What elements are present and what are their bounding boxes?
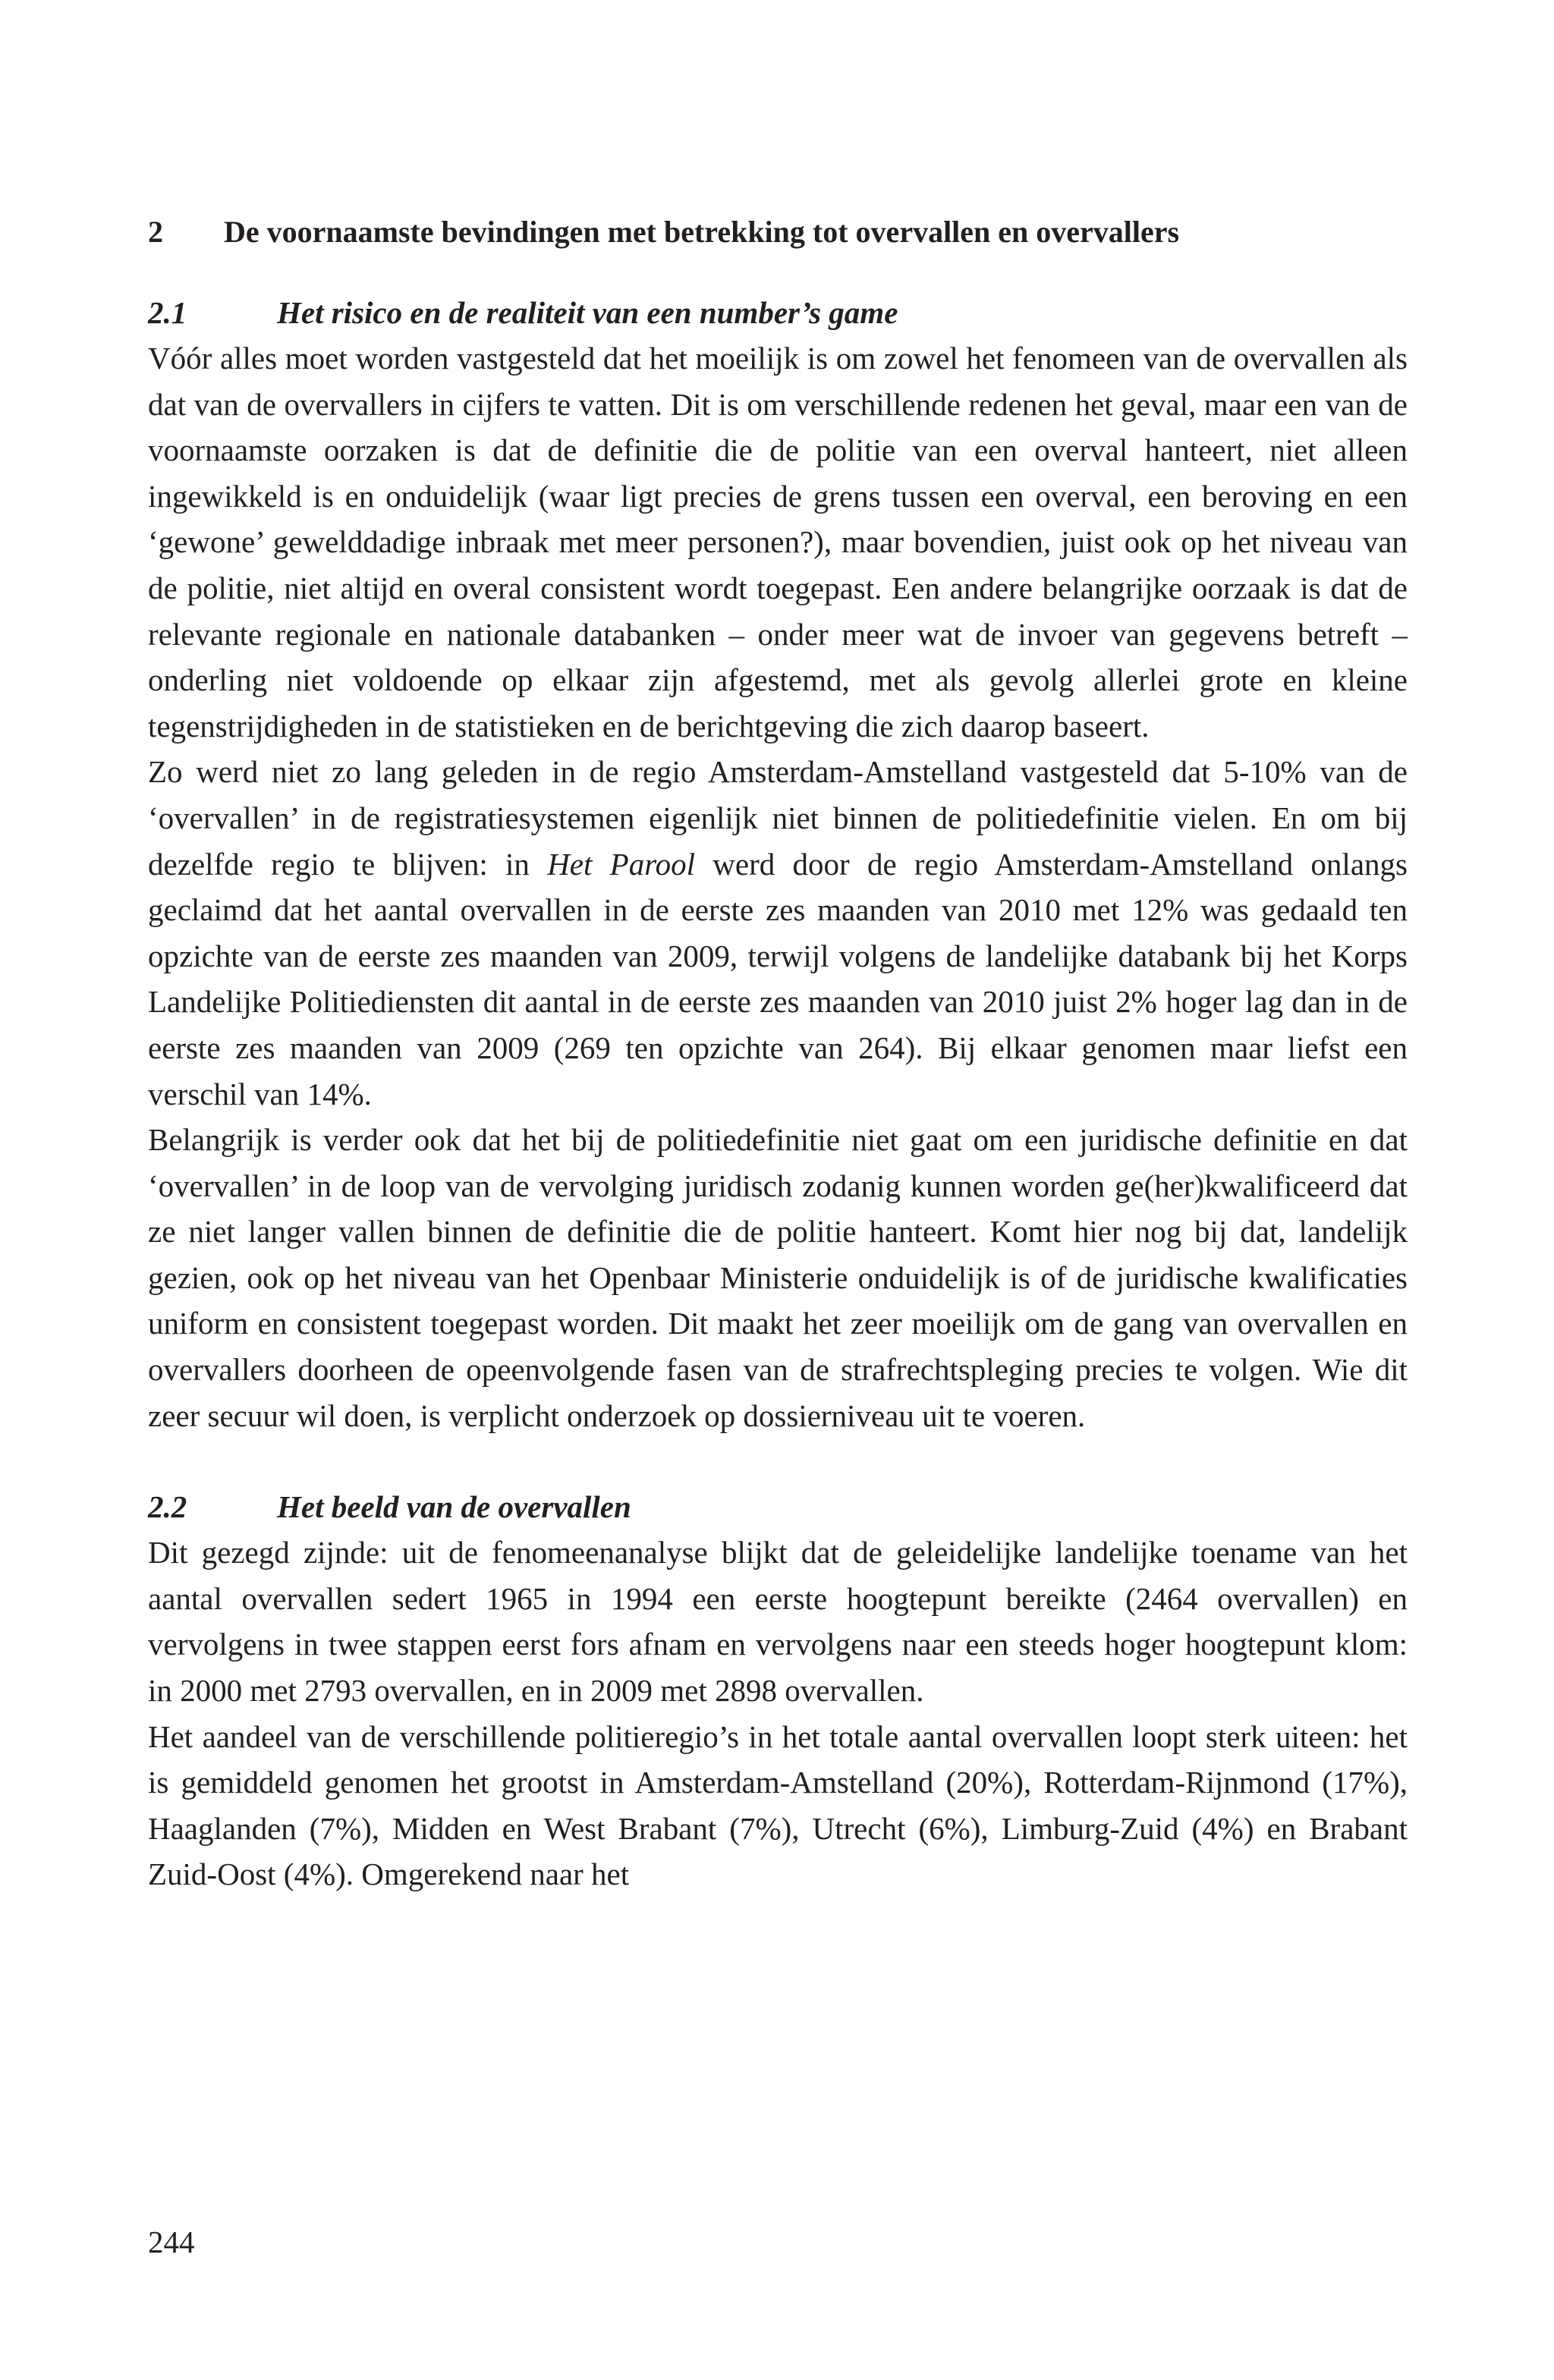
- section-heading-2-1: [148, 290, 1408, 335]
- section-title: Het beeld van de overvallen: [277, 1489, 631, 1525]
- section-heading-2-2: [148, 1484, 1408, 1530]
- paragraph: [148, 749, 1408, 1117]
- paragraph: Dit gezegd zijnde: uit de fenomeenanalyse blijkt dat de geleidelijke landelijke toename van het aantal overvallen sedert 1965 in 1994 een eerste hoogtepunt bereikte (2464 overvallen) en vervolgens in twee stappen eerst fors afnam en vervolgens naar een steeds hoger hoogtepunt klom: in 2000 met 2793 overvallen, en in 2009 met 2898 overvallen.: [148, 1535, 1408, 1709]
- newspaper-title: Het Parool: [547, 846, 696, 882]
- paragraph-text: Zo werd niet zo lang geleden in de regio Amsterdam-Amstelland vastgesteld dat 5-10% van de ‘overvallen’ in de registratiesystemen eigenlijk niet binnen de politiedefinitie vielen. En om bij dezelfde regio te blijven: in: [148, 754, 1408, 882]
- section-title: Het risico en de realiteit van een number’s game: [277, 295, 898, 330]
- paragraph-text: werd door de regio Amsterdam-Amstelland onlangs geclaimd dat het aantal overvallen in de eerste zes maanden van 2010 met 12% was gedaald ten opzichte van de eerste zes maanden van 2009, terwijl volgens de landelijke databank bij het Korps Landelijke Politiediensten dit aantal in de eerste zes maanden van 2010 juist 2% hoger lag dan in de eerste zes maanden van 2009 (269 ten opzichte van 264). Bij elkaar genomen maar liefst een verschil van 14%.: [148, 846, 1408, 1111]
- chapter-title: De voornaamste bevindingen met betrekking tot overvallen en overvallers: [224, 215, 1180, 249]
- chapter-number: 2: [148, 215, 163, 249]
- section-number: 2.1: [148, 295, 187, 330]
- section-number: 2.2: [148, 1489, 187, 1525]
- page-body: [148, 212, 1408, 1897]
- paragraph: Vóór alles moet worden vastgesteld dat het moeilijk is om zowel het fenomeen van de overvallen als dat van de overvallers in cijfers te vatten. Dit is om verschillende redenen het geval, maar een van de voornaamste oorzaken is dat de definitie die de politie van een overval hanteert, niet alleen ingewikkeld is en onduidelijk (waar ligt precies de grens tussen een overval, een beroving en een ‘gewone’ gewelddadige inbraak met meer personen?), maar bovendien, juist ook op het niveau van de politie, niet altijd en overal consistent wordt toegepast. Een andere belangrijke oorzaak is dat de relevante regionale en nationale databanken – onder meer wat de invoer van gegevens betreft – onderling niet voldoende op elkaar zijn afgestemd, met als gevolg allerlei grote en kleine tegenstrijdigheden in de statistieken en de berichtgeving die zich daarop baseert.: [148, 341, 1408, 744]
- chapter-heading: [148, 212, 1408, 252]
- section-spacer: [148, 1438, 1408, 1484]
- paragraph: Belangrijk is verder ook dat het bij de politiedefinitie niet gaat om een juridische definitie en dat ‘overvallen’ in de loop van de vervolging juridisch zodanig kunnen worden ge(her)kwalificeerd dat ze niet langer vallen binnen de definitie die de politie hanteert. Komt hier nog bij dat, landelijk gezien, ook op het niveau van het Openbaar Ministerie onduidelijk is of de juridische kwalificaties uniform en consistent toegepast worden. Dit maakt het zeer moeilijk om de gang van overvallen en overvallers doorheen de opeenvolgende fasen van de strafrechtspleging precies te volgen. Wie dit zeer secuur wil doen, is verplicht onderzoek op dossierniveau uit te voeren.: [148, 1122, 1408, 1433]
- paragraph: Het aandeel van de verschillende politieregio’s in het totale aantal overvallen loopt sterk uiteen: het is gemiddeld genomen het grootst in Amsterdam-Amstelland (20%), Rotterdam-Rijnmond (17%), Haaglanden (7%), Midden en West Brabant (7%), Utrecht (6%), Limburg-Zuid (4%) en Brabant Zuid-Oost (4%). Omgerekend naar het: [148, 1718, 1408, 1892]
- page-number: 244: [148, 2224, 195, 2259]
